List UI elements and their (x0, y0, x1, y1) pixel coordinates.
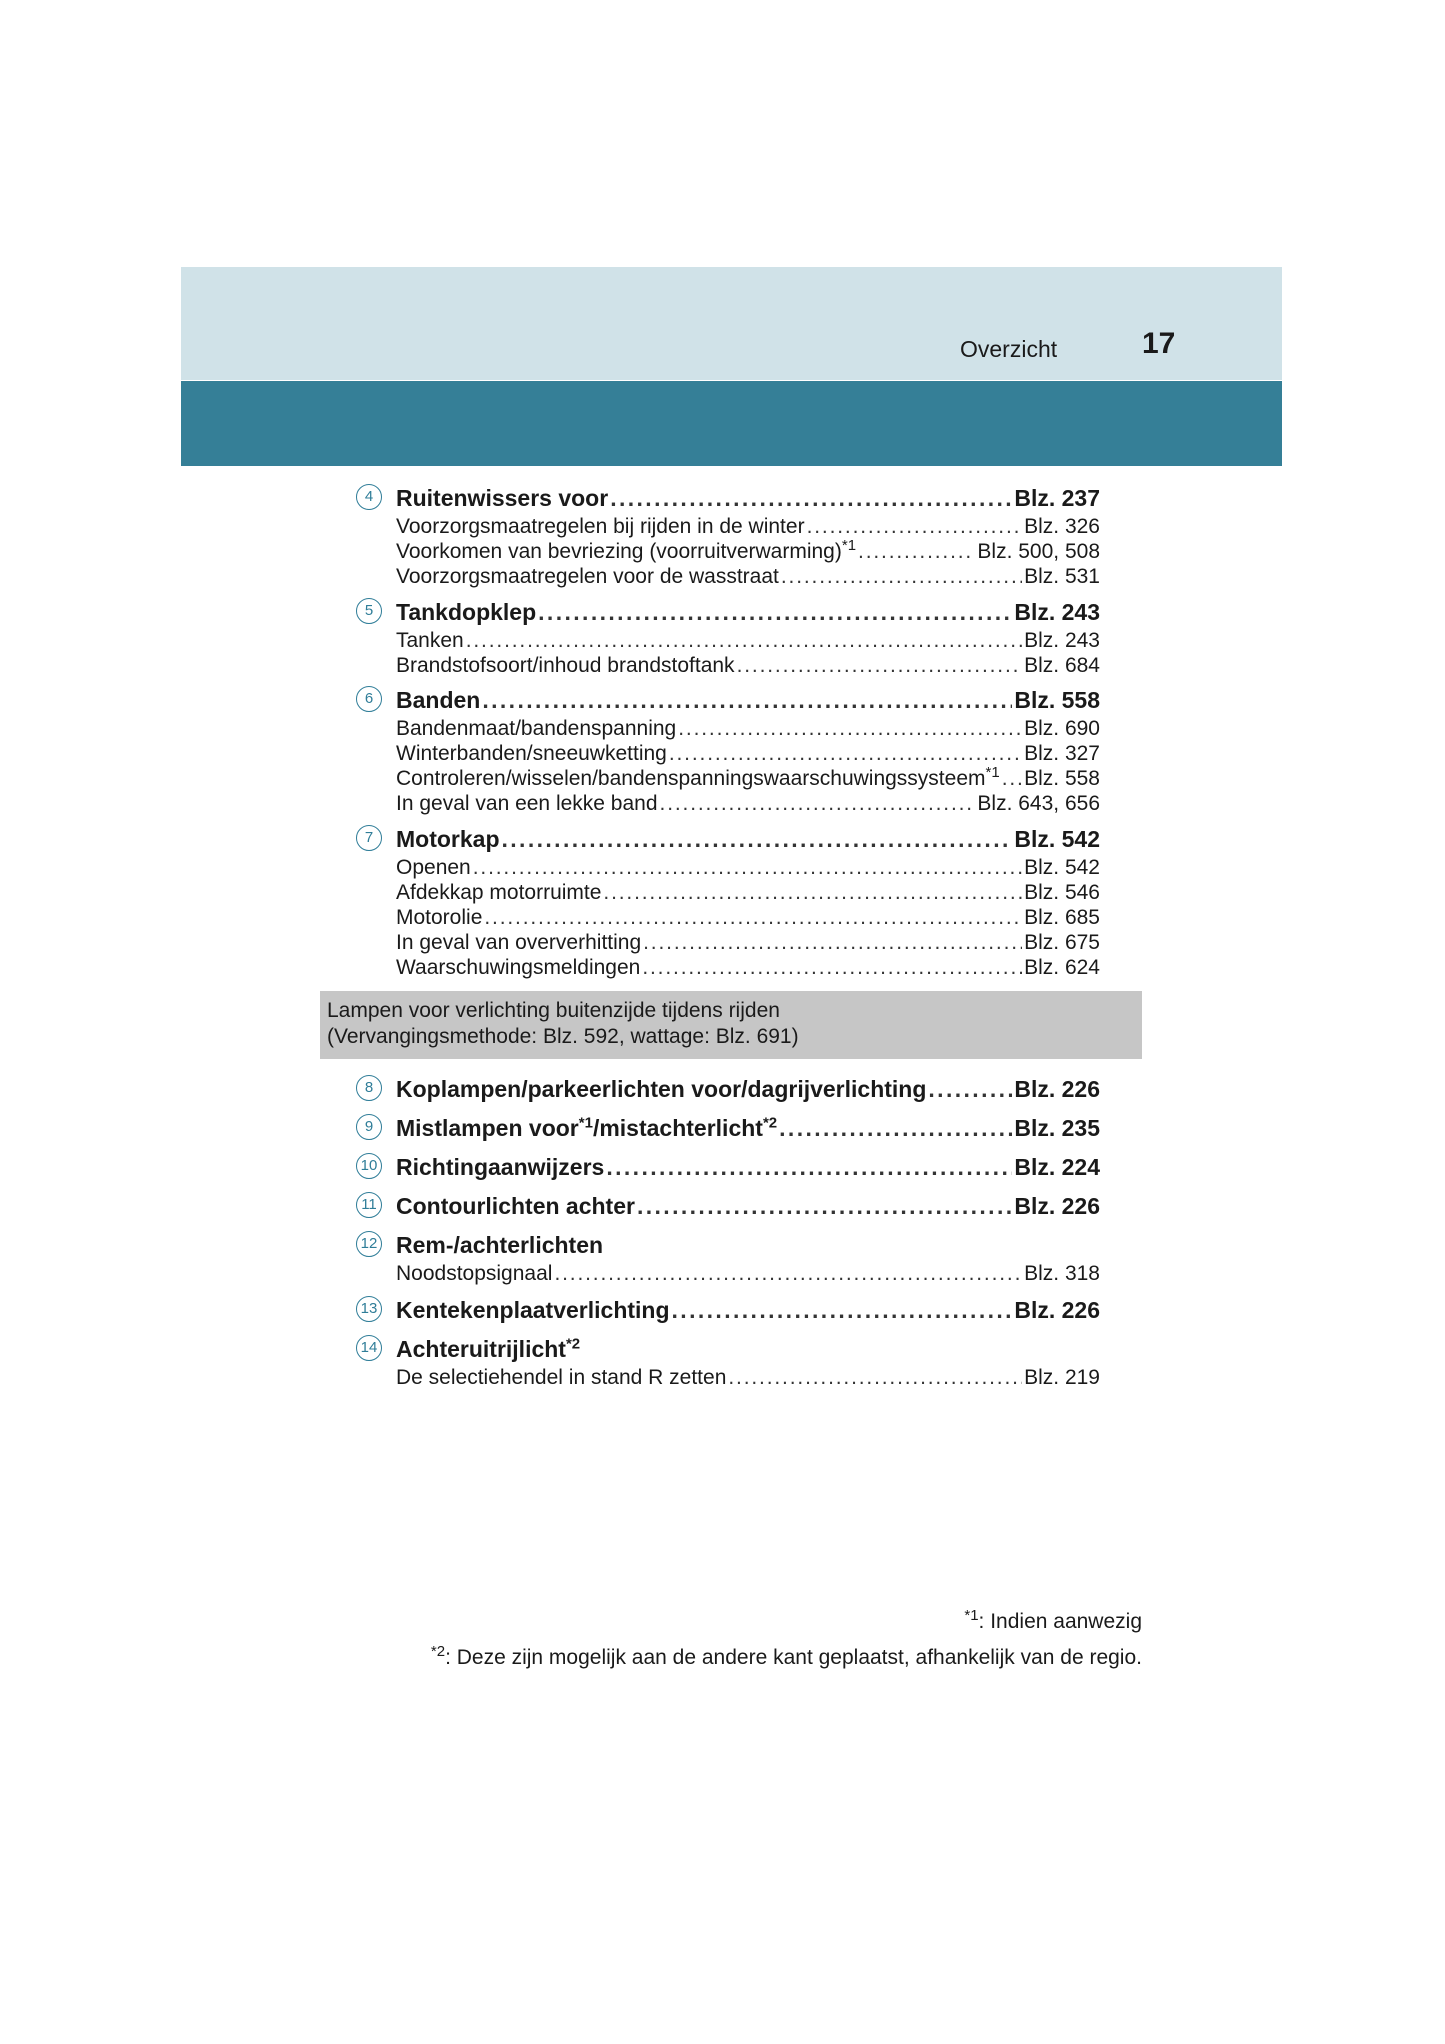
toc-sub-line[interactable]: Noodstopsignaal . . . Blz. 318 (396, 1261, 1100, 1286)
toc-entry-tankdopklep (396, 596, 1100, 678)
lamp-section-box (320, 991, 1142, 1059)
toc-entry-motorkap (396, 823, 1100, 980)
toc-sub-line[interactable]: Voorzorgsmaatregelen voor de wasstraat . . . Blz. 531 (396, 564, 1100, 589)
toc-sub-line[interactable]: Afdekkap motorruimte . . . Blz. 546 (396, 880, 1100, 905)
item-number-7: 7 (356, 825, 382, 851)
toc-entry-contourlichten (396, 1190, 1100, 1222)
toc-entry-kentekenplaatverlichting (396, 1294, 1100, 1326)
toc-main-line[interactable]: Achteruitrijlicht$^{*2}$ (396, 1335, 581, 1362)
toc-sub-line[interactable]: Controleren/wisselen/bandenspanningswaarschuwingssysteem$^{*1}$ . . . Blz. 558 (396, 766, 1100, 791)
toc-sub-line[interactable]: In geval van een lekke band . . . Blz. 643, 656 (396, 791, 1100, 816)
lamp-box-line2: (Vervangingsmethode: Blz. 592, wattage: Blz. 691) (327, 1025, 799, 1048)
toc-main-line[interactable]: Tankdopklep . . . Blz. 243 (396, 596, 1100, 628)
toc-sub-line[interactable]: Voorkomen van bevriezing (voorruitverwarming)$^{*1}$ . . . Blz. 500, 508 (396, 539, 1100, 564)
toc-sub-line[interactable]: Brandstofsoort/inhoud brandstoftank . . . Blz. 684 (396, 653, 1100, 678)
footnote-1: $^{*1}$: Indien aanwezig (964, 1607, 1142, 1633)
toc-entry-achteruitrijlicht (396, 1333, 1100, 1390)
toc-entry-banden (396, 684, 1100, 816)
footnote-2: $^{*2}$: Deze zijn mogelijk aan de andere kant geplaatst, afhankelijk van de regio. (430, 1643, 1142, 1669)
toc-main-line[interactable]: Banden . . . Blz. 558 (396, 684, 1100, 716)
section-title: Overzicht (960, 336, 1058, 362)
header-accent-band (181, 381, 1282, 466)
toc-sub-line[interactable]: Tanken . . . Blz. 243 (396, 628, 1100, 653)
item-number-12: 12 (356, 1231, 382, 1257)
toc-sub-line[interactable]: Waarschuwingsmeldingen . . . Blz. 624 (396, 955, 1100, 980)
toc-entry-koplampen (396, 1073, 1100, 1105)
toc-sub-line[interactable]: Openen . . . Blz. 542 (396, 855, 1100, 880)
toc-entry-ruitenwissers (396, 482, 1100, 589)
toc-main-line[interactable]: Kentekenplaatverlichting . . . Blz. 226 (396, 1294, 1100, 1326)
item-number-8: 8 (356, 1075, 382, 1101)
item-number-6: 6 (356, 686, 382, 712)
item-number-4: 4 (356, 484, 382, 510)
lamp-box-line1: Lampen voor verlichting buitenzijde tijdens rijden (327, 999, 780, 1022)
item-number-14: 14 (356, 1335, 382, 1361)
item-number-11: 11 (356, 1192, 382, 1218)
toc-main-line[interactable]: Ruitenwissers voor . . . Blz. 237 (396, 482, 1100, 514)
toc-main-line[interactable]: Richtingaanwijzers . . . Blz. 224 (396, 1151, 1100, 1183)
toc-main-line[interactable]: Koplampen/parkeerlichten voor/dagrijverlichting . . . Blz. 226 (396, 1073, 1100, 1105)
toc-sub-line[interactable]: Winterbanden/sneeuwketting . . . Blz. 327 (396, 741, 1100, 766)
toc-sub-line[interactable]: De selectiehendel in stand R zetten . . . Blz. 219 (396, 1365, 1100, 1390)
toc-entry-mistlampen (396, 1112, 1100, 1144)
toc-entry-richtingaanwijzers (396, 1151, 1100, 1183)
toc-sub-line[interactable]: Voorzorgsmaatregelen bij rijden in de winter . . . Blz. 326 (396, 514, 1100, 539)
page-number: 17 (1142, 327, 1176, 360)
header-band (181, 267, 1282, 380)
toc-main-line[interactable]: Mistlampen voor$^{*1}$/mistachterlicht$^{*2}$ . . . Blz. 235 (396, 1112, 1100, 1144)
toc-main-line[interactable]: Motorkap . . . Blz. 542 (396, 823, 1100, 855)
item-number-10: 10 (356, 1153, 382, 1179)
toc-entry-remlichten (396, 1229, 1100, 1286)
toc-sub-line[interactable]: Bandenmaat/bandenspanning . . . Blz. 690 (396, 716, 1100, 741)
item-number-13: 13 (356, 1296, 382, 1322)
item-number-5: 5 (356, 598, 382, 624)
toc-main-line[interactable]: Rem-/achterlichten (396, 1232, 604, 1258)
toc-sub-line[interactable]: Motorolie . . . Blz. 685 (396, 905, 1100, 930)
item-number-9: 9 (356, 1114, 382, 1140)
toc-main-line[interactable]: Contourlichten achter . . . Blz. 226 (396, 1190, 1100, 1222)
toc-sub-line[interactable]: In geval van oververhitting . . . Blz. 675 (396, 930, 1100, 955)
